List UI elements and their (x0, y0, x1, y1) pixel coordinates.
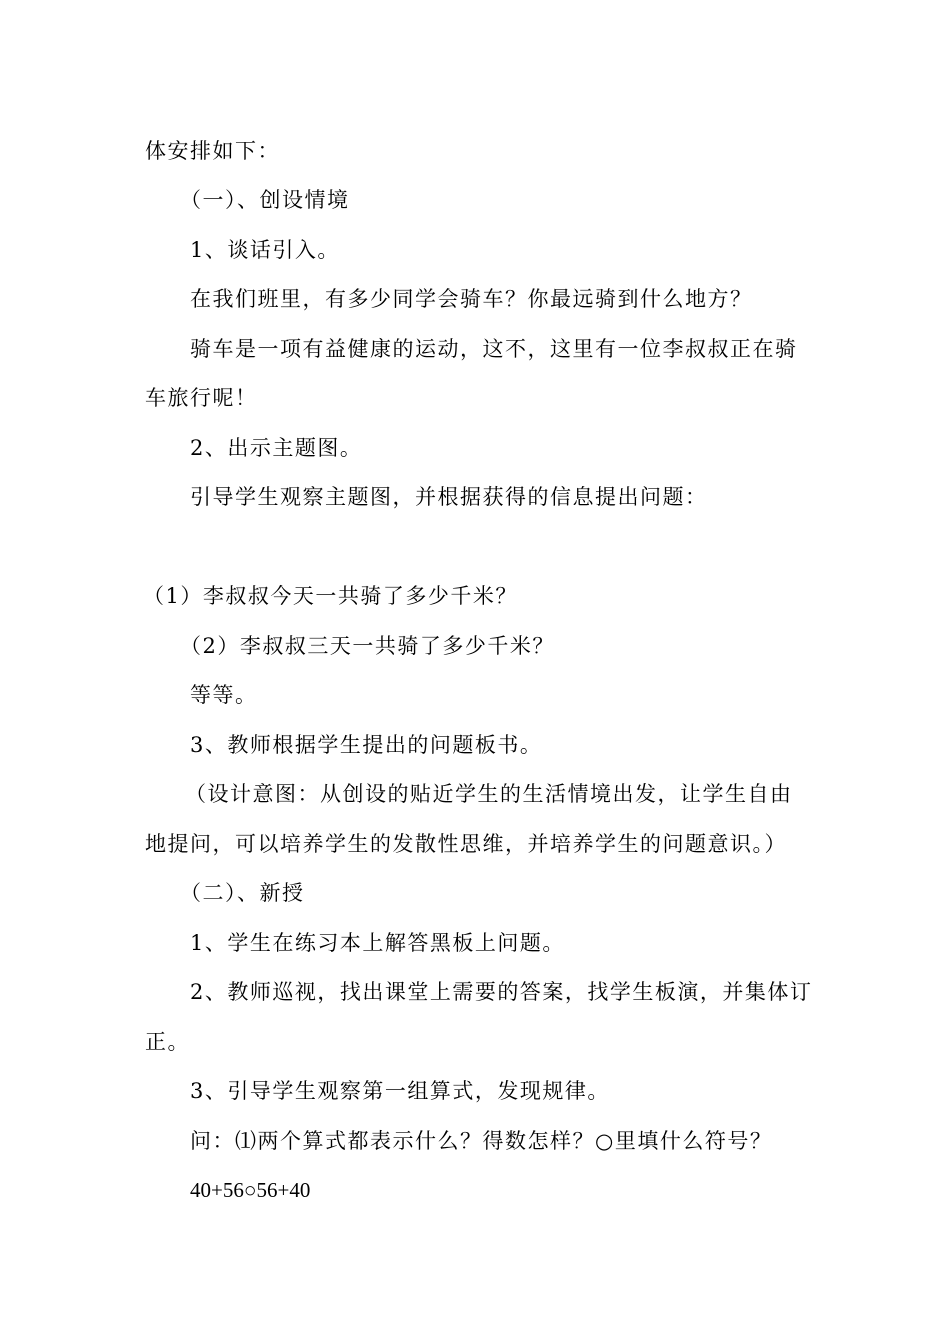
question-item: （1）李叔叔今天一共骑了多少千米？ (143, 584, 518, 608)
step-heading: 1、谈话引入。 (190, 238, 340, 262)
design-note: （设计意图：从创设的贴近学生的生活情境出发，让学生自由 (185, 782, 793, 806)
design-note: 地提问，可以培养学生的发散性思维，并培养学生的问题意识。） (145, 832, 787, 856)
step-heading: 3、引导学生观察第一组算式，发现规律。 (190, 1079, 610, 1103)
paragraph-line: 车旅行呢！ (145, 386, 258, 410)
paragraph-line: 正。 (145, 1030, 190, 1054)
question-line: 问：⑴两个算式都表示什么？得数怎样？○里填什么符号？ (190, 1129, 773, 1153)
paragraph-line: 引导学生观察主题图，并根据获得的信息提出问题： (190, 485, 708, 509)
paragraph-line: 在我们班里，有多少同学会骑车？你最远骑到什么地方？ (190, 287, 753, 311)
paragraph-line: 骑车是一项有益健康的运动，这不，这里有一位李叔叔正在骑 (190, 337, 798, 361)
step-heading: 3、教师根据学生提出的问题板书。 (190, 733, 543, 757)
paragraph-line: 等等。 (190, 683, 258, 707)
text-line-continuation: 体安排如下： (145, 139, 280, 163)
step-heading: 2、出示主题图。 (190, 436, 363, 460)
equation: 40+56○56+40 (190, 1178, 311, 1202)
step-heading: 1、学生在练习本上解答黑板上问题。 (190, 931, 565, 955)
section-heading-1: （一）、创设情境 (180, 188, 350, 212)
question-item: （2）李叔叔三天一共骑了多少千米？ (180, 634, 555, 658)
step-heading: 2、教师巡视，找出课堂上需要的答案，找学生板演，并集体订 (190, 980, 813, 1004)
section-heading-2: （二）、新授 (180, 881, 305, 905)
